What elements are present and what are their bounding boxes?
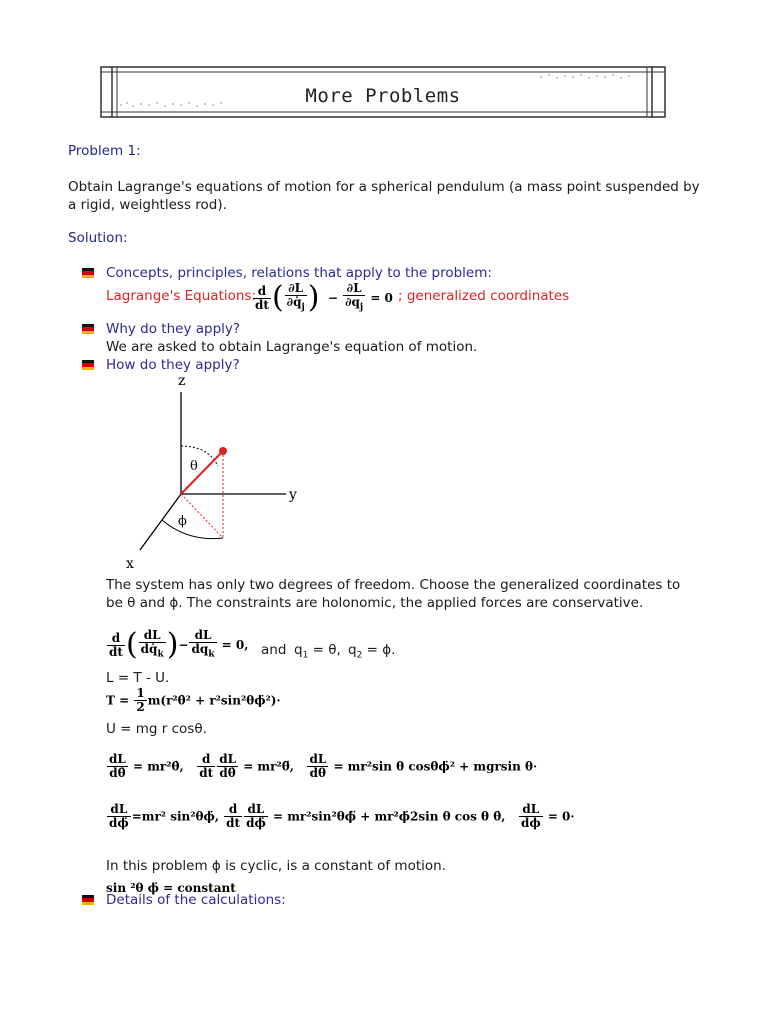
system-description-line-2: be θ and ϕ. The constraints are holonomic, the applied forces are conservative.: [106, 595, 644, 611]
problem-statement-line-1: Obtain Lagrange's equations of motion for a spherical pendulum (a mass point suspended by: [68, 179, 700, 195]
z-label: z: [178, 373, 186, 389]
q1-subscript: 1: [302, 650, 309, 661]
page-title: More Problems: [305, 85, 461, 107]
x-axis: [140, 494, 181, 550]
theta-derivatives-equation: $\frac{dL}{d\thetȧ}$ = mr²θ̇, $\frac{d}{dt}$ $\frac{dL}{d\thetȧ}$ = mr²θ̈, $\frac{dL}{d\theta}$ = mr²sin θ cosθϕ̇² + mgrsin θ·: [109, 752, 538, 780]
phi-derivatives-equation: $\frac{dL}{d\phi̇}$ =mr² sin²θϕ̇, $\frac{d}{dt}$ $\frac{dL}{d\phi̇}$ = mr²sin²θϕ̈ + mr²ϕ̇2sin θ cos θ θ̇, $\frac{dL}{d\phi}$ = 0·: [109, 802, 575, 830]
q2-symbol: q: [348, 642, 357, 658]
and-label: and: [261, 642, 287, 658]
system-description-line-1: The system has only two degrees of freedom. Choose the generalized coordinates to: [106, 577, 681, 593]
title-banner: [100, 66, 666, 118]
theta-label: θ: [190, 459, 198, 474]
problem-statement-line-2: a rigid, weightless rod).: [68, 197, 227, 213]
phi-label: ϕ: [178, 514, 187, 529]
bullet-flag-icon: [82, 324, 94, 334]
phi-arc: [162, 520, 223, 539]
bullet-flag-icon: [82, 268, 94, 278]
euler-lagrange-equation: $\frac{d}{dt}$ ( $\frac{dL}{dq̇_k}$ )− $\frac{dL}{dq_k}$ = 0,: [109, 627, 249, 663]
why-text: We are asked to obtain Lagrange's equation of motion.: [106, 339, 478, 355]
system-description: [106, 576, 680, 612]
potential-energy-definition: U = mg r cosθ.: [106, 721, 207, 737]
generalized-coordinates-label: ; generalized coordinates: [398, 288, 570, 304]
concepts-heading: Concepts, principles, relations that apply to the problem:: [106, 265, 492, 281]
q1-value: = θ,: [308, 642, 341, 658]
q1-symbol: q: [294, 642, 303, 658]
why-heading: Why do they apply?: [106, 321, 241, 337]
lagrange-equation: $\frac{d}{dt}$ ( $\frac{\partial L}{\partial q̇_j}$ ) − $\frac{\partial L}{\partial q_j}$ = 0: [255, 280, 393, 316]
x-label: x: [126, 556, 134, 572]
q2-value: = ϕ.: [362, 642, 396, 658]
kinetic-energy-equation: T = $\frac{1}{2}$ m(r²θ̇² + r²sin²θϕ̇²)·: [106, 686, 281, 714]
problem-statement: [68, 178, 700, 214]
problem-label: Problem 1:: [68, 143, 141, 159]
lagrangian-definition: L = T - U.: [106, 670, 170, 686]
bullet-flag-icon: [82, 895, 94, 905]
horizontal-projection: [181, 494, 223, 538]
q2-definition: [348, 642, 395, 661]
q1-definition: [294, 642, 341, 661]
q2-subscript: 2: [356, 650, 363, 661]
pendulum-rod: [181, 451, 223, 494]
bullet-flag-icon: [82, 360, 94, 370]
details-heading: Details of the calculations:: [106, 892, 286, 908]
y-label: y: [289, 487, 297, 503]
how-heading: How do they apply?: [106, 357, 240, 373]
solution-label: Solution:: [68, 230, 128, 246]
lagrange-label: Lagrange's Equations:: [106, 288, 257, 304]
spherical-pendulum-diagram: [118, 372, 318, 572]
cyclic-statement: In this problem ϕ is cyclic, is a constant of motion.: [106, 858, 446, 874]
constant-of-motion-equation: sin ²θ ϕ̇ = constant: [106, 881, 236, 895]
